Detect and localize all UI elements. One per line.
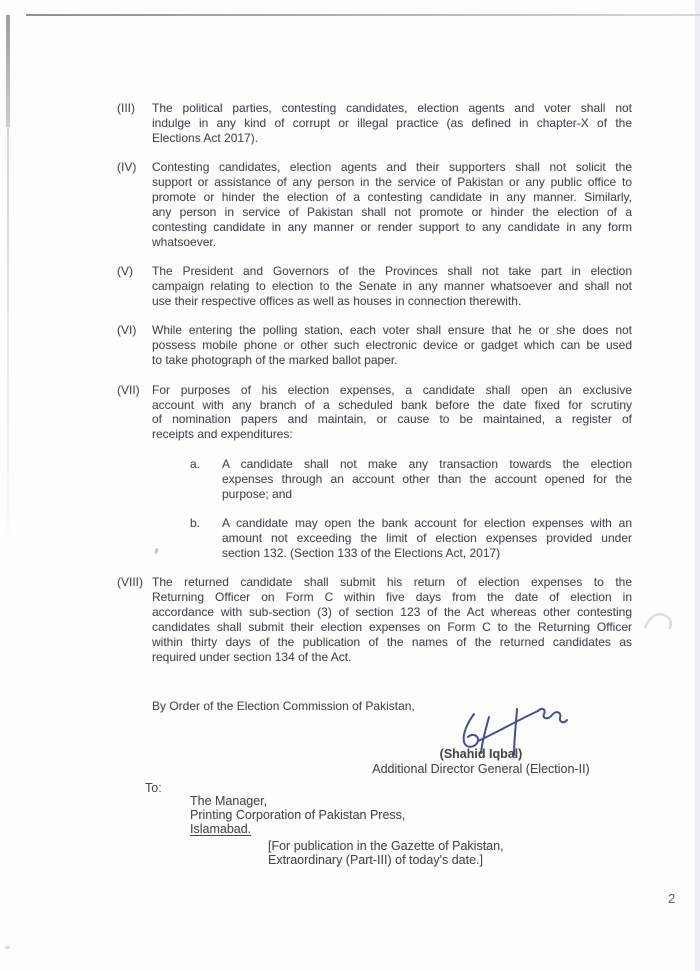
- page-number: 2: [668, 891, 676, 906]
- gazette-note: [268, 839, 504, 867]
- sub-item-a: [190, 457, 633, 502]
- text-line: contesting candidate in any manner or render support to any candidate in any form: [152, 219, 632, 234]
- text-line: campaign relating to election to the Senate in any manner whatsoever and shall not: [152, 279, 632, 294]
- scan-right-edge-band: [695, 0, 700, 971]
- text-line: use their respective offices as well as houses in connection therewith.: [152, 293, 522, 308]
- item-text: [152, 383, 632, 443]
- item-text: [152, 575, 632, 664]
- text-line: support or assistance of any person in the service of Pakistan or any public office to: [152, 175, 632, 190]
- sub-item-label: a.: [190, 456, 201, 471]
- item-label: (VIII): [117, 575, 143, 590]
- addressee-line: The Manager,: [190, 794, 268, 808]
- text-line: The returned candidate shall submit his return of election expenses to the: [152, 575, 632, 590]
- scan-top-edge-line: [26, 14, 700, 16]
- text-line: The President and Governors of the Provinces shall not take part in election: [152, 264, 632, 279]
- text-line: within thirty days of the publication of the names of the returned candidates as: [152, 634, 632, 649]
- text-line: receipts and expenditures:: [152, 427, 293, 442]
- text-line: accordance with sub-section (3) of section 123 of the Act whereas other contesting: [152, 604, 632, 619]
- text-line: required under section 134 of the Act.: [152, 649, 352, 664]
- text-line: amount not exceeding the limit of election expenses provided under: [222, 530, 632, 545]
- text-line: Returning Officer on Form C within five days from the date of election in: [152, 590, 632, 605]
- text-line: possess mobile phone or other such electronic device or gadget which can be used: [152, 338, 632, 353]
- scan-left-edge-band: [6, 15, 10, 127]
- item-label: (V): [117, 264, 133, 279]
- sub-item-text: [222, 516, 632, 561]
- item-text: [152, 323, 632, 368]
- text-line: purpose; and: [222, 486, 293, 501]
- text-line: to take photograph of the marked ballot paper.: [152, 353, 398, 368]
- item-text: [152, 160, 632, 249]
- text-line: of nomination papers and maintain, or cause to be maintained, a register of: [152, 412, 632, 427]
- text-line: For purposes of his election expenses, a candidate shall open an exclusive: [152, 382, 632, 397]
- text-line: candidates shall submit their election expenses on Form C to the Returning Officer: [152, 619, 632, 634]
- text-line: account with any branch of a scheduled bank before the date fixed for scrutiny: [152, 397, 632, 412]
- text-line: section 132. (Section 133 of the Elections Act, 2017): [222, 545, 501, 560]
- ordinance-item-v: [117, 264, 633, 309]
- text-line: expenses through an account other than the account opened for the: [222, 471, 632, 486]
- sub-item-label: b.: [190, 515, 201, 530]
- document-body: [117, 101, 633, 714]
- scan-speck: [5, 946, 10, 949]
- text-line: Contesting candidates, election agents and their supporters shall not solicit the: [152, 160, 632, 175]
- item-label: (III): [117, 101, 135, 115]
- item-text: [152, 264, 632, 309]
- item-label: (VI): [117, 323, 137, 338]
- signatory-name: (Shahid Iqbal): [439, 747, 523, 761]
- text-line: A candidate shall not make any transaction towards the election: [222, 456, 632, 471]
- ordinance-item-vi: [117, 323, 633, 368]
- text-line: The political parties, contesting candidates, election agents and voter shall not: [152, 101, 632, 115]
- text-line: any person in service of Pakistan shall not promote or hinder the election of a: [152, 204, 632, 219]
- addressee-city: Islamabad.: [190, 821, 252, 836]
- sub-item-b: [190, 516, 633, 561]
- ordinance-item-vii: [117, 383, 633, 443]
- item-text: [152, 101, 632, 146]
- sub-item-text: [222, 457, 632, 502]
- ordinance-item-iii: [117, 101, 633, 146]
- addressee-line: Printing Corporation of Pakistan Press,: [190, 807, 406, 822]
- scan-left-edge-line: [7, 127, 9, 557]
- gazette-note-line: [For publication in the Gazette of Pakistan,: [268, 839, 504, 853]
- text-line: whatsoever.: [152, 234, 217, 249]
- addressee-block: [190, 795, 405, 836]
- signatory-title: Additional Director General (Election-II): [372, 761, 590, 776]
- signatory-block: [345, 747, 617, 776]
- to-label: To:: [145, 781, 162, 795]
- ordinance-item-iv: [117, 160, 633, 249]
- item-label: (VII): [117, 382, 140, 397]
- closing-line: By Order of the Election Commission of Pakistan,: [152, 698, 415, 713]
- ordinance-item-viii: [117, 575, 633, 664]
- scan-smudge-mark: [640, 603, 682, 641]
- gazette-note-line: Extraordinary (Part-III) of today's date.]: [268, 853, 483, 867]
- text-line: Elections Act 2017).: [152, 130, 259, 145]
- text-line: While entering the polling station, each voter shall ensure that he or she does not: [152, 323, 632, 338]
- text-line: indulge in any kind of corrupt or illegal practice (as defined in chapter-X of the: [152, 115, 632, 130]
- text-line: A candidate may open the bank account for election expenses with an: [222, 515, 632, 530]
- text-line: promote or hinder the election of a contesting candidate in any manner. Similarly,: [152, 190, 632, 205]
- item-label: (IV): [117, 160, 137, 175]
